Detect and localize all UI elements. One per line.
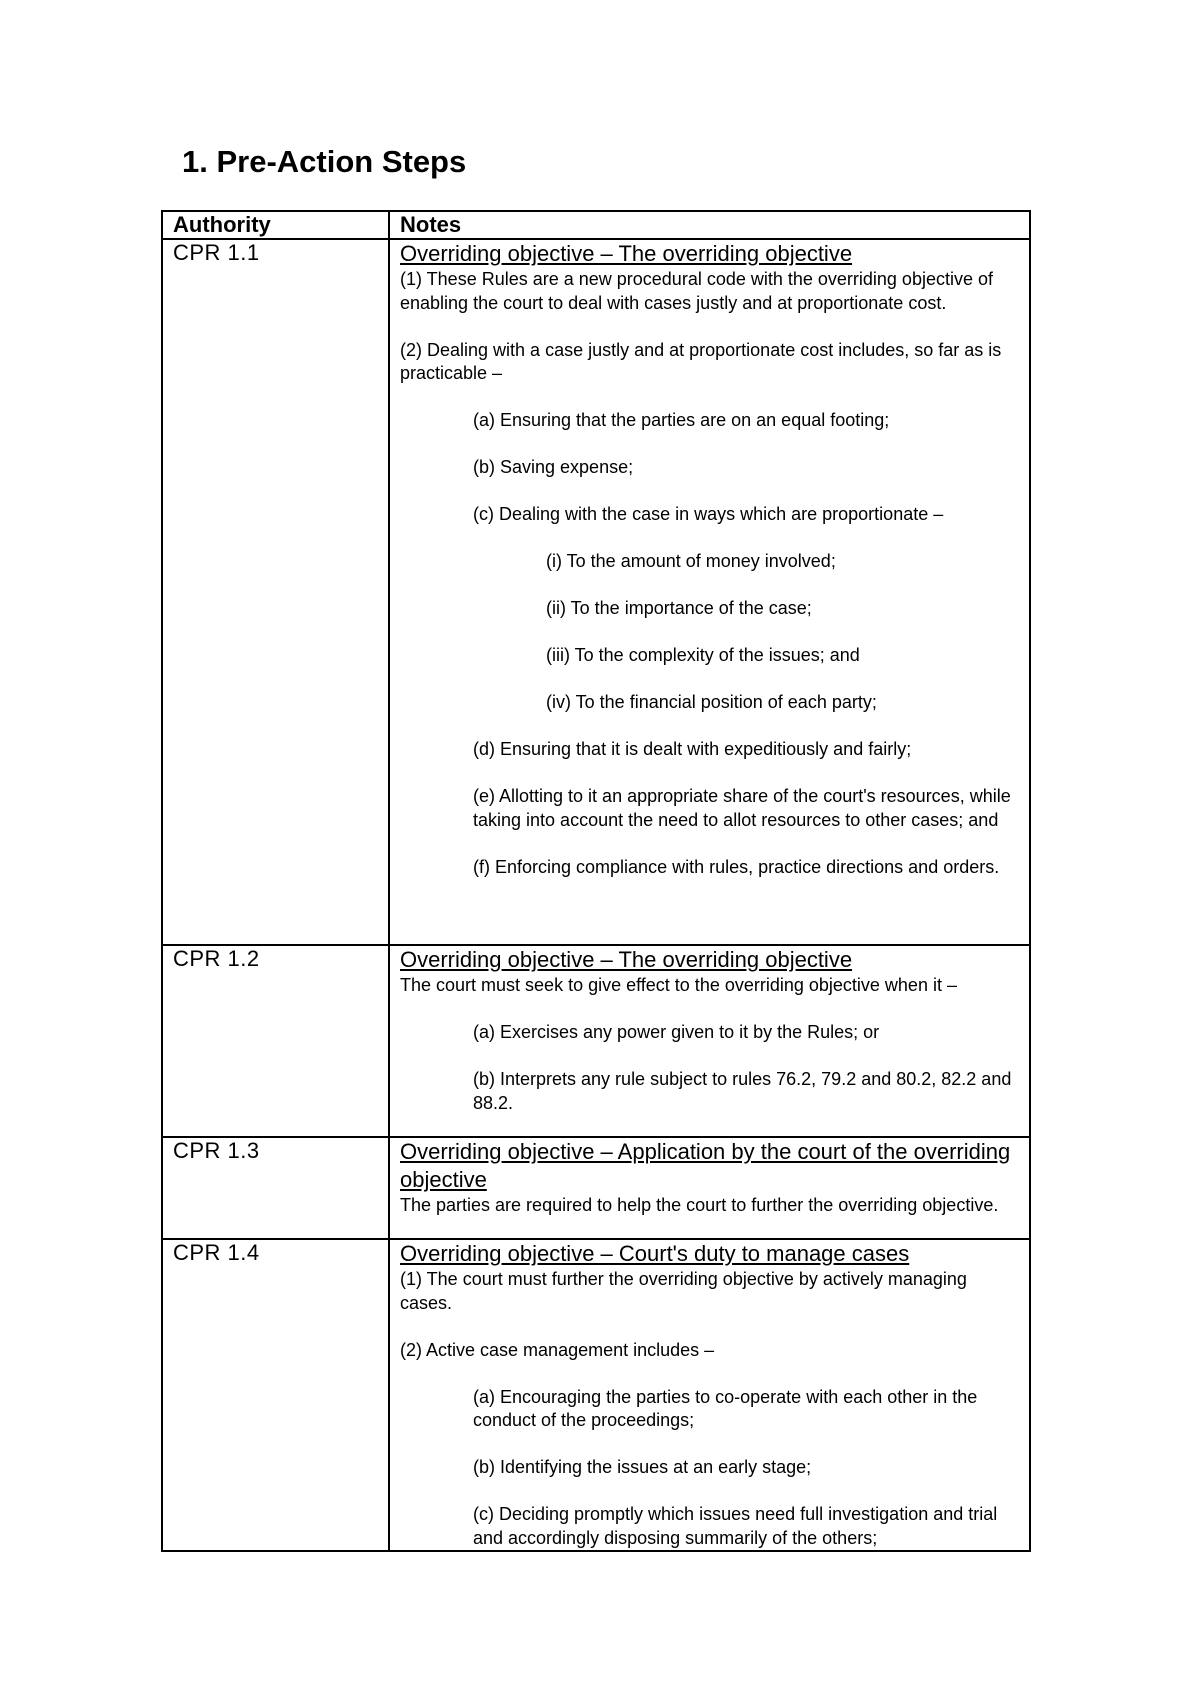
rule-heading: Overriding objective – Court's duty to manage cases (400, 1241, 910, 1266)
authority-cell (162, 239, 389, 945)
rule-heading: Overriding objective – Application by the court of the overriding objective (400, 1139, 1011, 1192)
notes-cell (389, 1239, 1030, 1551)
authority-ref: CPR 1.1 (173, 240, 260, 265)
rule-subparagraph: (c) Deciding promptly which issues need full investigation and trial and accordingly disposing summarily of the others; (473, 1504, 998, 1548)
rule-subsubparagraph: (iii) To the complexity of the issues; and (546, 645, 860, 665)
table-row (162, 1137, 1030, 1239)
authority-table (161, 210, 1031, 1552)
notes-cell (389, 239, 1030, 945)
rule-heading: Overriding objective – The overriding objective (400, 241, 853, 266)
authority-ref: CPR 1.4 (173, 1240, 260, 1265)
rule-subparagraph: (b) Interprets any rule subject to rules 76.2, 79.2 and 80.2, 82.2 and 88.2. (473, 1069, 1012, 1113)
rule-subparagraph: (c) Dealing with the case in ways which are proportionate – (473, 504, 944, 524)
rule-subparagraph: (d) Ensuring that it is dealt with expeditiously and fairly; (473, 739, 912, 759)
table-header-row (162, 211, 1030, 239)
rule-subparagraph: (a) Exercises any power given to it by the Rules; or (473, 1022, 880, 1042)
rule-heading: Overriding objective – The overriding objective (400, 947, 853, 972)
rule-subparagraph: (b) Identifying the issues at an early stage; (473, 1457, 812, 1477)
column-header-authority: Authority (162, 211, 389, 239)
rule-subparagraph: (f) Enforcing compliance with rules, practice directions and orders. (473, 856, 1000, 877)
rule-subparagraph: (a) Ensuring that the parties are on an equal footing; (473, 410, 890, 430)
authority-cell (162, 1239, 389, 1551)
rule-paragraph: (1) These Rules are a new procedural code with the overriding objective of enabling the court to deal with cases justly and at proportionate cost. (400, 269, 993, 313)
rule-subsubparagraph: (iv) To the financial position of each party; (546, 692, 877, 712)
rule-paragraph: (2) Dealing with a case justly and at proportionate cost includes, so far as is practicable – (400, 339, 1002, 383)
rule-paragraph: (1) The court must further the overriding objective by actively managing cases. (400, 1269, 967, 1313)
rule-subparagraph: (b) Saving expense; (473, 457, 634, 477)
table-row (162, 945, 1030, 1137)
authority-cell (162, 945, 389, 1137)
rule-subsubparagraph: (i) To the amount of money involved; (546, 551, 836, 571)
notes-cell (389, 1137, 1030, 1239)
rule-subsubparagraph: (ii) To the importance of the case; (546, 598, 812, 618)
notes-cell (389, 945, 1030, 1137)
authority-cell (162, 1137, 389, 1239)
rule-subparagraph: (e) Allotting to it an appropriate share of the court's resources, while taking into account the need to allot resources to other cases; and (473, 786, 1011, 830)
rule-paragraph: (2) Active case management includes – (400, 1339, 715, 1360)
rule-paragraph: The parties are required to help the court to further the overriding objective. (400, 1195, 999, 1215)
authority-ref: CPR 1.3 (173, 1138, 260, 1163)
authority-ref: CPR 1.2 (173, 946, 260, 971)
page-title: 1. Pre-Action Steps (182, 144, 467, 179)
rule-subparagraph: (a) Encouraging the parties to co-operate with each other in the conduct of the proceedings; (473, 1386, 978, 1430)
table-row (162, 1239, 1030, 1551)
rule-paragraph: The court must seek to give effect to the overriding objective when it – (400, 975, 957, 995)
column-header-notes: Notes (389, 211, 1030, 239)
table-row (162, 239, 1030, 945)
